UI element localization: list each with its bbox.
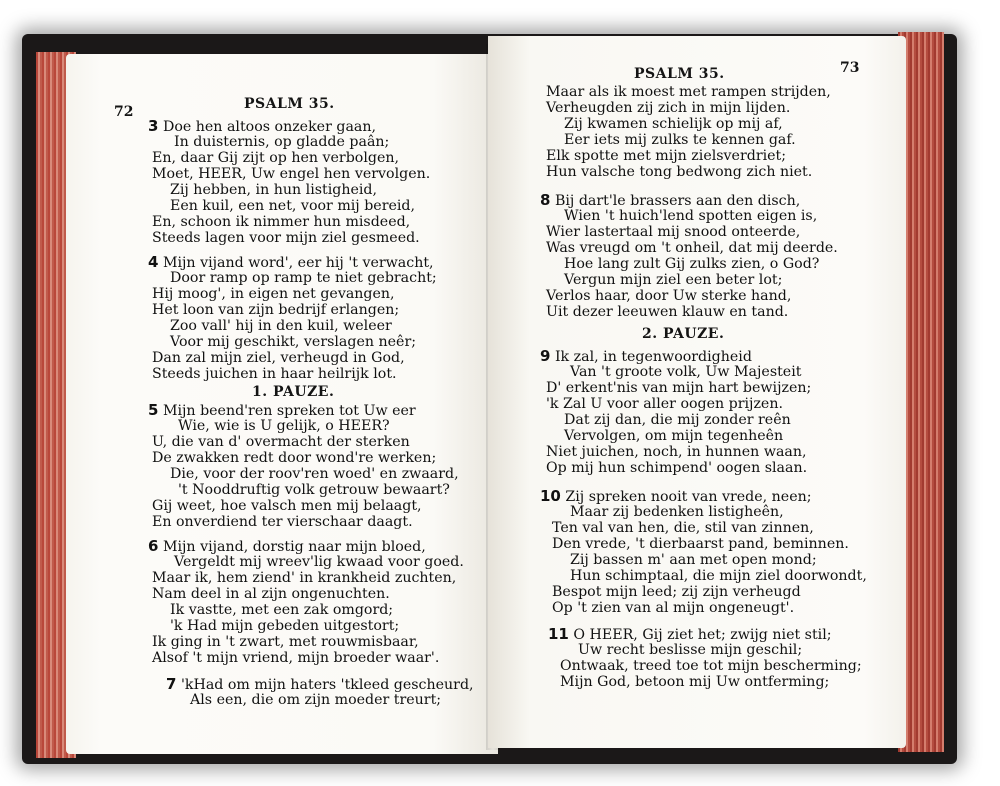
verse-number: 11	[548, 625, 569, 643]
verse-line: En onverdiend ter vierschaar daagt.	[152, 514, 413, 530]
verse-line: Steeds lagen voor mijn ziel gesmeed.	[152, 230, 420, 246]
verse-line: Dat zij dan, die mij zonder reên	[564, 412, 791, 428]
verse-line: Vergun mijn ziel een beter lot;	[564, 272, 783, 288]
verse-line: Ik vastte, met een zak omgord;	[170, 602, 394, 618]
verse-line: Vergeldt mij wreev'lig kwaad voor goed.	[174, 554, 464, 570]
verse-line: 5 Mijn beend'ren spreken tot Uw eer	[148, 401, 416, 419]
verse-line: Was vreugd om 't onheil, dat mij deerde.	[546, 240, 838, 256]
verse-line: Ontwaak, treed toe tot mijn bescherming;	[560, 658, 862, 674]
verse-number: 5	[148, 401, 159, 419]
verse-line: Wie, wie is U gelijk, o HEER?	[178, 418, 390, 434]
verse-number: 6	[148, 537, 159, 555]
verse-number: 8	[540, 191, 551, 209]
verse-line: Van 't groote volk, Uw Majesteit	[570, 364, 802, 380]
verse-line: Uit dezer leeuwen klauw en tand.	[546, 304, 789, 320]
left-page	[66, 54, 498, 754]
verse-line: Ik ging in 't zwart, met rouwmisbaar,	[152, 634, 419, 650]
verse-line: Ten val van hen, die, stil van zinnen,	[552, 520, 814, 536]
page-number-left: 72	[114, 104, 134, 120]
verse-line: Niet juichen, noch, in hunnen waan,	[546, 444, 807, 460]
verse-line: D' erkent'nis van mijn hart bewijzen;	[546, 380, 812, 396]
verse-line: Door ramp op ramp te niet gebracht;	[170, 270, 437, 286]
verse-line: Hun schimptaal, die mijn ziel doorwondt,	[570, 568, 867, 584]
verse-line: 6 Mijn vijand, dorstig naar mijn bloed,	[148, 537, 426, 555]
verse-line: 3 Doe hen altoos onzeker gaan,	[148, 117, 377, 135]
verse-line: 'k Zal U voor aller oogen prijzen.	[546, 396, 783, 412]
verse-line: En, schoon ik nimmer hun misdeed,	[152, 214, 411, 230]
verse-line: 7 'kHad om mijn haters 'tkleed gescheurd,	[166, 675, 474, 693]
verse-line: In duisternis, op gladde paân;	[174, 134, 390, 150]
page-number-right: 73	[840, 60, 860, 76]
verse-line: Op 't zien van al mijn ongeneugt'.	[552, 600, 795, 616]
verse-line: Die, voor der roov'ren woed' en zwaard,	[170, 466, 459, 482]
verse-line: Uw recht beslisse mijn geschil;	[578, 642, 803, 658]
verse-line: Vervolgen, om mijn tegenheên	[564, 428, 784, 444]
verse-line: Maar zij bedenken listigheên,	[570, 504, 784, 520]
verse-number: 3	[148, 117, 159, 135]
verse-line: Een kuil, een net, voor mij bereid,	[170, 198, 415, 214]
verse-line: Het loon van zijn bedrijf erlangen;	[152, 302, 400, 318]
verse-line: Wier lastertaal mij snood onteerde,	[546, 224, 801, 240]
verse-line: 't Nooddruftig volk getrouw bewaart?	[178, 482, 450, 498]
pauze-heading: 1. PAUZE.	[252, 384, 335, 400]
verse-number: 7	[166, 675, 177, 693]
verse-line: Voor mij geschikt, verslagen neêr;	[170, 334, 417, 350]
verse-line: Zij bassen m' aan met open mond;	[570, 552, 817, 568]
verse-line: Elk spotte met mijn zielsverdriet;	[546, 148, 787, 164]
verse-line: 4 Mijn vijand word', eer hij 't verwacht,	[148, 253, 434, 271]
verse-line: Hij moog', in eigen net gevangen,	[152, 286, 395, 302]
verse-number: 4	[148, 253, 159, 271]
verse-line: Eer iets mij zulks te kennen gaf.	[564, 132, 796, 148]
page-header-right: PSALM 35.	[634, 66, 725, 82]
verse-line: 'k Had mijn gebeden uitgestort;	[170, 618, 400, 634]
pauze-heading: 2. PAUZE.	[642, 326, 725, 342]
verse-line: Alsof 't mijn vriend, mijn broeder waar'.	[152, 650, 440, 666]
verse-line: Hun valsche tong bedwong zich niet.	[546, 164, 813, 180]
page-header-left: PSALM 35.	[244, 96, 335, 112]
verse-line: Bespot mijn leed; zij zijn verheugd	[552, 584, 801, 600]
verse-line: 11 O HEER, Gij ziet het; zwijg niet stil;	[548, 625, 832, 643]
verse-line: De zwakken redt door wond're werken;	[152, 450, 437, 466]
verse-line: En, daar Gij zijt op hen verbolgen,	[152, 150, 399, 166]
verse-line: Nam deel in al zijn ongenuchten.	[152, 586, 390, 602]
verse-line: Op mij hun schimpend' oogen slaan.	[546, 460, 808, 476]
verse-line: 10 Zij spreken nooit van vrede, neen;	[540, 487, 812, 505]
verse-line: 9 Ik zal, in tegenwoordigheid	[540, 347, 752, 365]
verse-line: Verheugden zij zich in mijn lijden.	[546, 100, 791, 116]
verse-line: 8 Bij dart'le brassers aan den disch,	[540, 191, 801, 209]
verse-line: Moet, HEER, Uw engel hen vervolgen.	[152, 166, 431, 182]
verse-line: Maar ik, hem ziend' in krankheid zuchten,	[152, 570, 457, 586]
verse-line: Maar als ik moest met rampen strijden,	[546, 84, 831, 100]
verse-line: U, die van d' overmacht der sterken	[152, 434, 410, 450]
verse-line: Zoo vall' hij in den kuil, weleer	[170, 318, 392, 334]
verse-line: Dan zal mijn ziel, verheugd in God,	[152, 350, 405, 366]
verse-line: Hoe lang zult Gij zulks zien, o God?	[564, 256, 820, 272]
verse-line: Verlos haar, door Uw sterke hand,	[546, 288, 792, 304]
verse-line: Zij hebben, in hun listigheid,	[170, 182, 378, 198]
verse-line: Den vrede, 't dierbaarst pand, beminnen.	[552, 536, 849, 552]
verse-number: 9	[540, 347, 551, 365]
verse-line: Mijn God, betoon mij Uw ontferming;	[560, 674, 830, 690]
verse-line: Als een, die om zijn moeder treurt;	[190, 692, 442, 708]
verse-line: Wien 't huich'lend spotten eigen is,	[564, 208, 818, 224]
verse-number: 10	[540, 487, 561, 505]
verse-line: Steeds juichen in haar heilrijk lot.	[152, 366, 397, 382]
verse-line: Gij weet, hoe valsch men mij belaagt,	[152, 498, 422, 514]
verse-line: Zij kwamen schielijk op mij af,	[564, 116, 783, 132]
right-page	[488, 36, 906, 748]
